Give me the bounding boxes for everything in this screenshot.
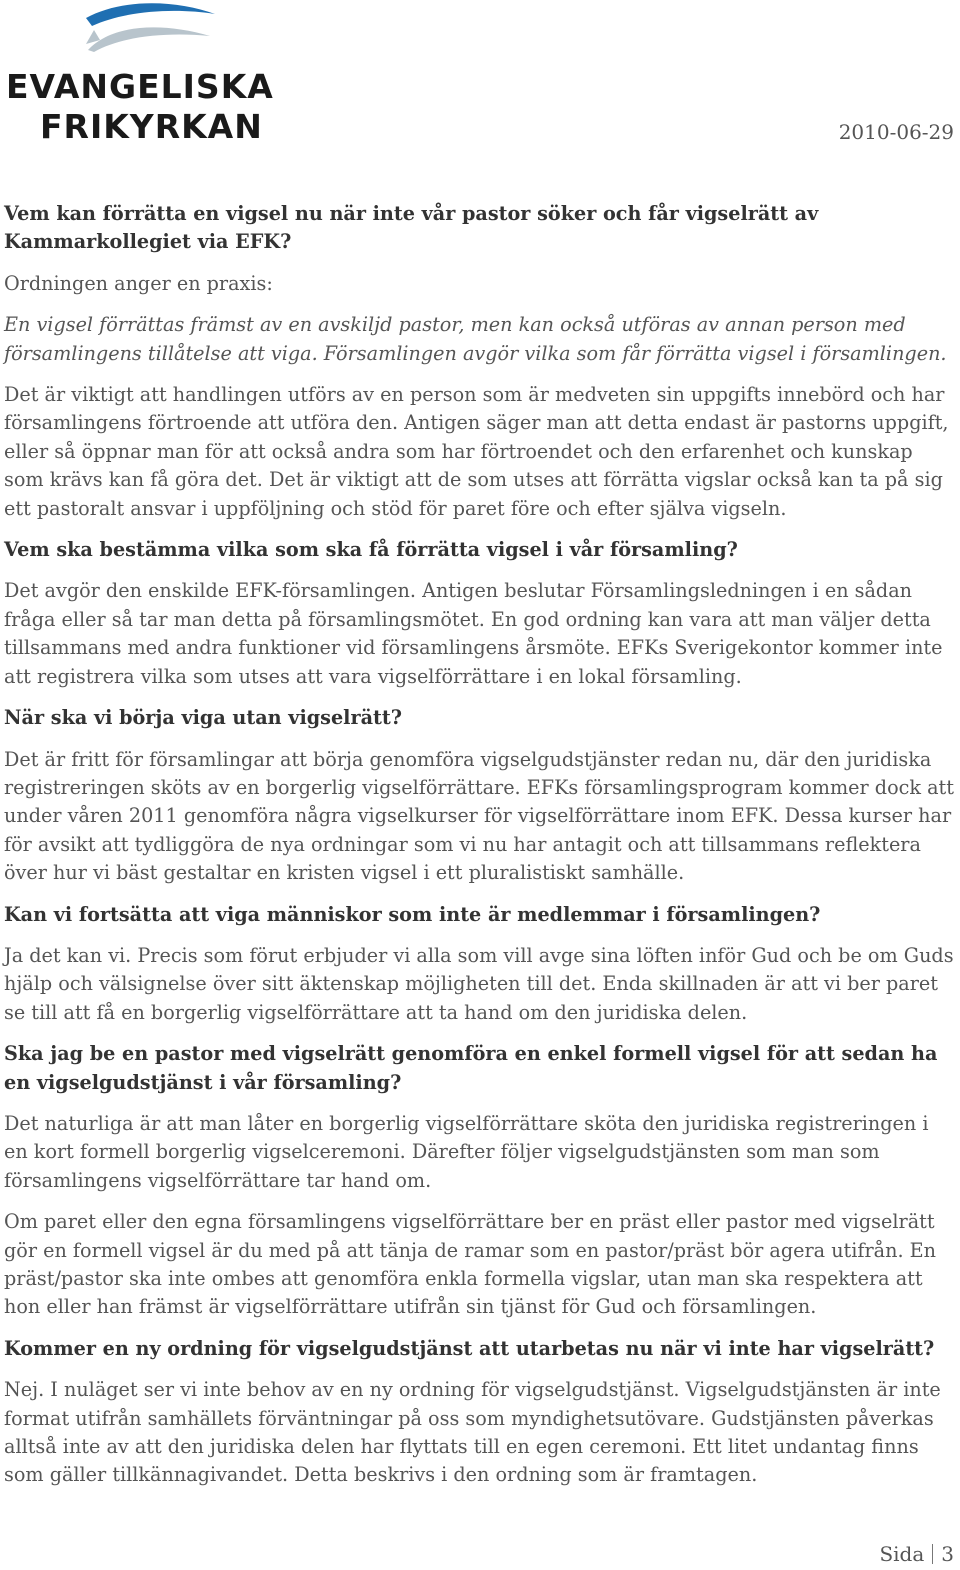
question-heading: Vem ska bestämma vilka som ska få förrätta vigsel i vår församling? xyxy=(4,538,738,562)
body-paragraph: Det är viktigt att handlingen utförs av en person som är medveten sin uppgifts innebörd och har församlingens förtroende att utföra den. Antigen säger man att detta endast är pastorns uppgift, eller så öppnar man för att också andra som har förtroendet och den erfarenhet och kunskap som krävs kan få göra det. Det är viktigt att de som utses att förrätta vigslar också kan ta på sig ett pastoralt ansvar i uppföljning och stöd för paret före och efter själva vigseln. xyxy=(4,383,949,520)
document-body xyxy=(4,200,956,1503)
question-heading: Kommer en ny ordning för vigselgudstjänst att utarbetas nu när vi inte har vigselrätt? xyxy=(4,1336,935,1360)
body-paragraph: Ordningen anger en praxis: xyxy=(4,271,273,295)
quoted-paragraph: En vigsel förrättas främst av en avskiljd pastor, men kan också utföras av annan person med församlingens tillåtelse att viga. Församlingen avgör vilka som får förrätta vigsel i församlingen. xyxy=(4,313,947,365)
question-heading: Vem kan förrätta en vigsel nu när inte vår pastor söker och får vigselrätt av Kammarkollegiet via EFK? xyxy=(4,202,819,254)
body-paragraph: Ja det kan vi. Precis som förut erbjuder vi alla som vill avge sina löften inför Gud och be om Guds hjälp och välsignelse över sitt äktenskap möjligheten till det. Enda skillnaden är att vi ber paret se till att få en borgerlig vigselförrättare att ta hand om den juridiska delen. xyxy=(4,943,954,1024)
logo-text-line2: FRIKYRKAN xyxy=(40,107,263,146)
question-heading: Kan vi fortsätta att viga människor som inte är medlemmar i församlingen? xyxy=(4,902,821,926)
question-heading: När ska vi börja viga utan vigselrätt? xyxy=(4,706,402,730)
body-paragraph: Om paret eller den egna församlingens vigselförrättare ber en präst eller pastor med vigselrätt gör en formell vigsel är du med på att tänja de ramar som en pastor/präst bör agera utifrån. En präst/pastor ska inte ombes att genomföra enkla formella vigslar, utan man ska respektera att hon eller han främst är vigselförrättare utifrån sin tjänst för Gud och församlingen. xyxy=(4,1210,937,1319)
body-paragraph: Det är fritt för församlingar att börja genomföra vigselgudstjänster redan nu, där den juridiska registreringen sköts av en borgerlig vigselförrättare. EFKs församlingsprogram kommer dock att under våren 2011 genomföra några vigselkurser för vigselförrättare inom EFK. Dessa kurser har för avsikt att tydliggöra de nya ordningar som vi nu har antagit och att tillsammans reflektera över hur vi bäst gestaltar en kristen vigsel i ett pluralistiskt samhälle. xyxy=(4,747,954,885)
body-paragraph: Det naturliga är att man låter en borgerlig vigselförrättare sköta den juridiska registreringen i en kort formell borgerlig vigselceremoni. Därefter följer vigselgudstjänsten som man som församlingens vigselförrättare tar hand om. xyxy=(4,1111,929,1192)
logo-text-line1: EVANGELISKA xyxy=(6,67,274,106)
body-paragraph: Det avgör den enskilde EFK-församlingen. Antigen beslutar Församlingsledningen i en sådan fråga eller så tar man detta på församlingsmötet. En god ordning kan vara att man väljer detta tillsammans med andra funktioner vid församlingens årsmöte. EFKs Sverigekontor kommer inte att registrera vilka som utses att vara vigselförrättare i en lokal församling. xyxy=(4,579,943,688)
logo xyxy=(2,0,274,150)
page-header xyxy=(0,0,960,160)
document-date: 2010-06-29 xyxy=(838,120,954,144)
footer-divider xyxy=(932,1544,933,1564)
page-label: Sida xyxy=(879,1542,925,1566)
page-footer xyxy=(879,1542,954,1566)
fish-swoosh-icon xyxy=(2,0,222,70)
page-number: 3 xyxy=(941,1542,954,1566)
body-paragraph: Nej. I nuläget ser vi inte behov av en ny ordning för vigselgudstjänst. Vigselgudstjänsten är inte format utifrån samhällets förväntningar på oss som myndighetsutövare. Gudstjänsten påverkas alltså inte av att den juridiska delen har flyttats till en egen ceremoni. Ett litet undantag finns som gäller tillkännagivandet. Detta beskrivs i den ordning som är framtagen. xyxy=(4,1378,941,1487)
question-heading: Ska jag be en pastor med vigselrätt genomföra en enkel formell vigsel för att sedan ha en vigselgudstjänst i vår församling? xyxy=(4,1042,938,1094)
